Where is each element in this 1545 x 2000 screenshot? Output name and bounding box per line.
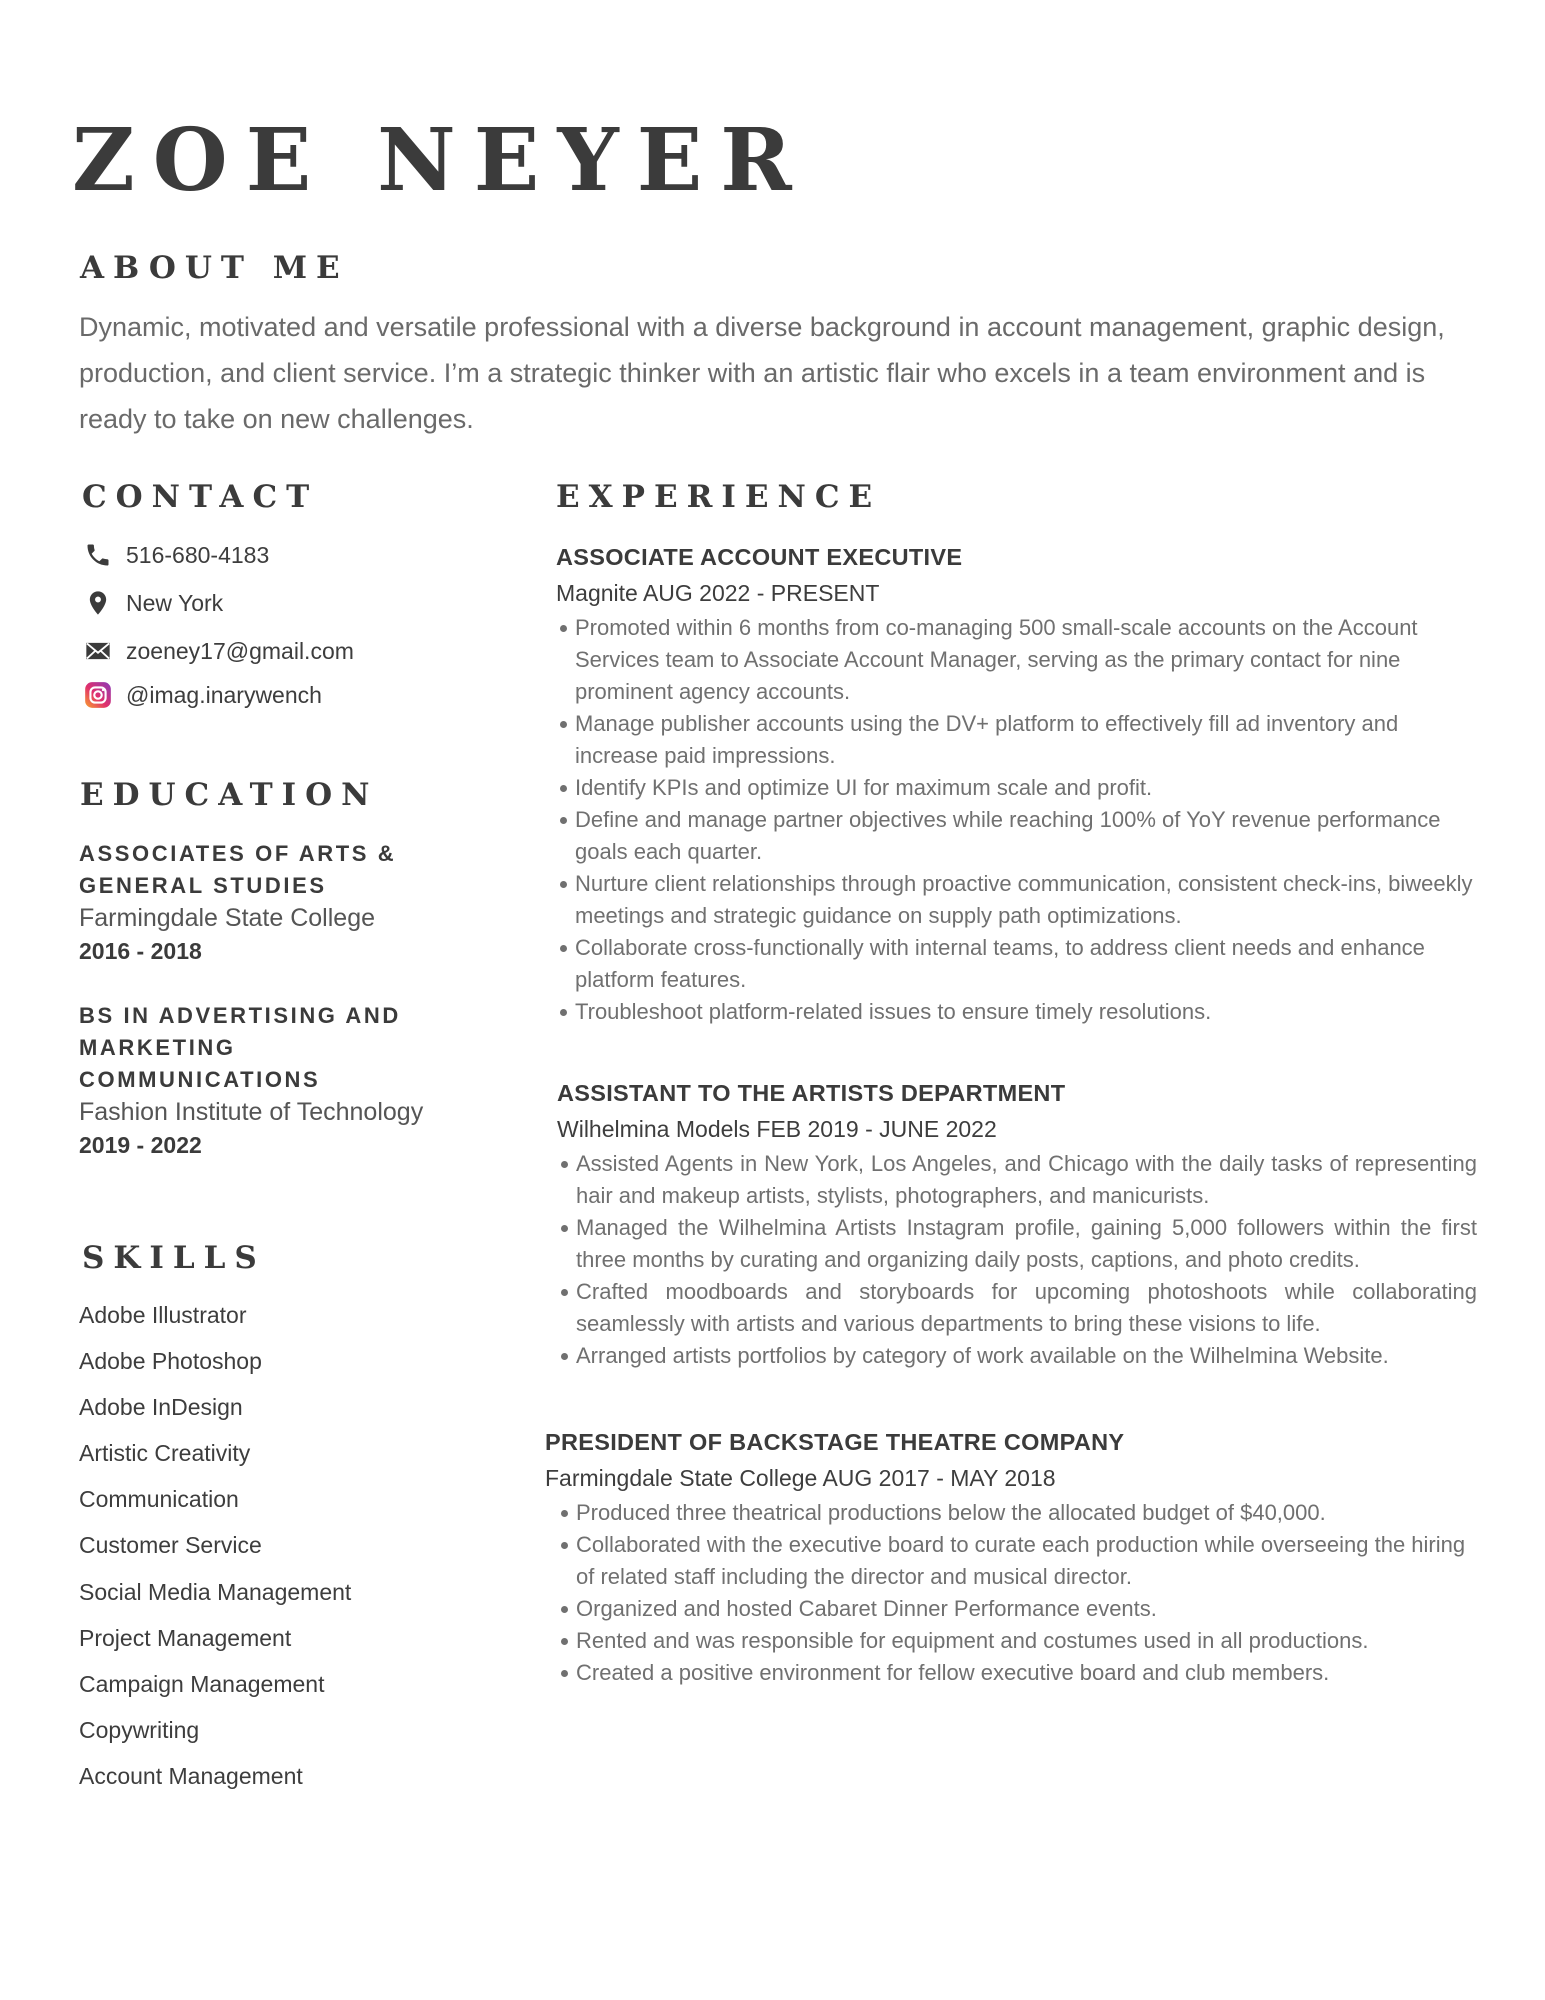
job-meta: Farmingdale State College AUG 2017 - MAY 2018 (545, 1465, 1056, 1491)
job-entry (556, 542, 1476, 1028)
education-years: 2019 - 2022 (79, 1132, 202, 1158)
instagram-icon (84, 681, 112, 709)
skills-list (79, 1300, 479, 1807)
resume-name: ZOE NEYER (72, 110, 810, 211)
skill-item: Project Management (79, 1624, 292, 1651)
education-heading: EDUCATION (80, 777, 379, 813)
skill-item: Artistic Creativity (79, 1440, 251, 1467)
skill-item: Customer Service (79, 1532, 262, 1559)
job-bullet: Managed the Wilhelmina Artists Instagram profile, gaining 5,000 followers within the first three months by curating and organizing daily posts, captions, and photo credits. (576, 1212, 1477, 1276)
job-bullet: Define and manage partner objectives while reaching 100% of YoY revenue performance goals each quarter. (575, 804, 1476, 868)
contact-phone (84, 538, 270, 572)
contact-heading: CONTACT (82, 479, 319, 515)
education-entry (79, 838, 499, 967)
job-meta: Magnite AUG 2022 - PRESENT (556, 580, 880, 606)
skill-item: Account Management (79, 1762, 303, 1789)
skill-item: Adobe InDesign (79, 1394, 243, 1421)
job-bullet: Arranged artists portfolios by category of work available on the Wilhelmina Website. (576, 1340, 1477, 1372)
job-bullet: Promoted within 6 months from co-managing 500 small-scale accounts on the Account Services team to Associate Account Manager, serving as the primary contact for nine prominent agency accounts. (575, 612, 1476, 708)
about-heading: ABOUT ME (80, 250, 349, 286)
education-degree: ASSOCIATES OF ARTS & GENERAL STUDIES (79, 841, 397, 898)
experience-heading: EXPERIENCE (556, 479, 882, 515)
job-bullets (557, 1148, 1477, 1372)
skill-item: Communication (79, 1486, 239, 1513)
job-meta: Wilhelmina Models FEB 2019 - JUNE 2022 (557, 1116, 997, 1142)
job-entry (545, 1427, 1477, 1689)
location-text: New York (126, 589, 224, 616)
job-bullet: Manage publisher accounts using the DV+ platform to effectively fill ad inventory and increase paid impressions. (575, 708, 1476, 772)
skill-item: Adobe Photoshop (79, 1348, 262, 1375)
location-pin-icon (84, 589, 112, 617)
job-bullet: Collaborated with the executive board to curate each production while overseeing the hiring of related staff including the director and musical director. (576, 1529, 1477, 1593)
phone-icon (84, 541, 112, 569)
job-bullet: Identify KPIs and optimize UI for maximum scale and profit. (575, 772, 1476, 804)
job-bullet: Troubleshoot platform-related issues to ensure timely resolutions. (575, 996, 1476, 1028)
contact-location (84, 586, 224, 620)
job-bullet: Crafted moodboards and storyboards for upcoming photoshoots while collaborating seamlessly with artists and various departments to bring these visions to life. (576, 1276, 1477, 1340)
contact-instagram[interactable] (84, 678, 322, 712)
job-title: PRESIDENT OF BACKSTAGE THEATRE COMPANY (545, 1429, 1125, 1455)
instagram-handle[interactable]: @imag.inarywench (126, 681, 322, 708)
job-bullet: Produced three theatrical productions below the allocated budget of $40,000. (576, 1497, 1477, 1529)
job-bullet: Rented and was responsible for equipment and costumes used in all productions. (576, 1625, 1477, 1657)
education-school: Fashion Institute of Technology (79, 1098, 424, 1126)
skill-item: Adobe Illustrator (79, 1302, 247, 1328)
job-bullet: Created a positive environment for fellow executive board and club members. (576, 1657, 1477, 1689)
email-link[interactable]: zoeney17@gmail.com (126, 637, 354, 664)
job-bullets (545, 1497, 1477, 1689)
skill-item: Campaign Management (79, 1670, 325, 1697)
about-text: Dynamic, motivated and versatile professional with a diverse background in account management, graphic design, production, and client service. I’m a strategic thinker with an artistic flair who excels in a team environment and is ready to take on new challenges. (79, 312, 1445, 434)
job-entry (557, 1078, 1477, 1372)
education-entry (79, 1000, 439, 1161)
job-title: ASSISTANT TO THE ARTISTS DEPARTMENT (557, 1080, 1066, 1106)
skill-item: Copywriting (79, 1716, 200, 1743)
phone-text: 516-680-4183 (126, 541, 270, 568)
job-bullets (556, 612, 1476, 1028)
contact-email[interactable] (84, 634, 354, 668)
job-bullet: Nurture client relationships through proactive communication, consistent check-ins, biweekly meetings and strategic guidance on supply path optimizations. (575, 868, 1476, 932)
skill-item: Social Media Management (79, 1578, 352, 1605)
education-years: 2016 - 2018 (79, 938, 202, 964)
skills-heading: SKILLS (82, 1240, 266, 1276)
mail-icon (84, 637, 112, 665)
job-title: ASSOCIATE ACCOUNT EXECUTIVE (556, 544, 963, 570)
job-bullet: Collaborate cross-functionally with internal teams, to address client needs and enhance platform features. (575, 932, 1476, 996)
education-school: Farmingdale State College (79, 904, 375, 932)
education-degree: BS IN ADVERTISING AND MARKETING COMMUNICATIONS (79, 1003, 401, 1092)
job-bullet: Organized and hosted Cabaret Dinner Performance events. (576, 1593, 1477, 1625)
job-bullet: Assisted Agents in New York, Los Angeles, and Chicago with the daily tasks of representing hair and makeup artists, stylists, photographers, and manicurists. (576, 1148, 1477, 1212)
